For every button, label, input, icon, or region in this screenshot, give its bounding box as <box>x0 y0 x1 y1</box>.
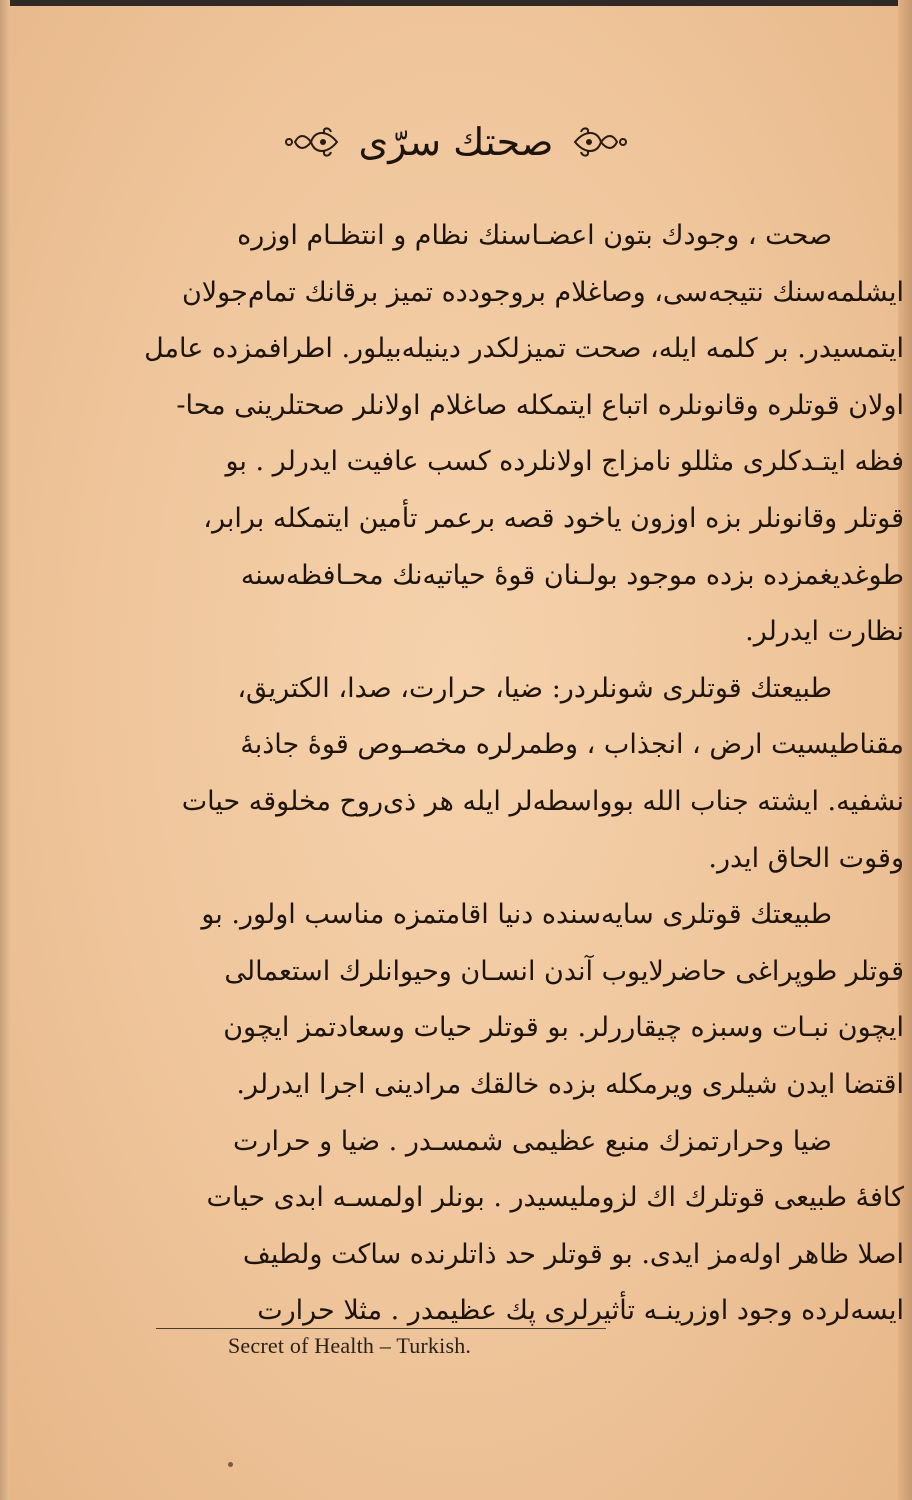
text-line: ایسه‌لرده وجود اوزرینـه تأثیرلری پك عظیمدر . مثلا حرارت <box>257 1295 904 1327</box>
text-line: قوتلر وقانونلر بزه اوزون یاخود قصه برعمر تأمین ایتمكله برابر، <box>203 502 904 534</box>
text-line: نظارت ایدرلر. <box>745 616 904 648</box>
text-line: صحت ، وجودك بتون اعضـاسنك نظام و انتظـام اوزره <box>237 220 832 251</box>
text-line: كافهٔ طبیعی قوتلرك اك لزوملیسیدر . بونلر اولمسـه ابدی حیات <box>206 1182 904 1214</box>
body-text <box>144 208 904 1340</box>
footer-rule <box>156 1328 606 1329</box>
text-line: طبیعتك قوتلری سایه‌سنده دنیا اقامتمزه مناسب اولور. بو <box>201 899 832 931</box>
text-line: اصلا ظاهر اوله‌مز ایدی. بو قوتلر حد ذاتلرنده ساكت ولطیف <box>242 1238 904 1270</box>
text-line: ایتمسیدر. بر كلمه ایله، صحت تمیزلكدر دینیله‌بیلور. اطرافمزده عامل <box>144 333 904 365</box>
page-left-edge <box>0 0 10 1500</box>
text-line: ایشلمه‌سنك نتیجه‌سی، وصاغلام بروجودده تمیز برقانك تمام‌جولان <box>181 276 904 308</box>
text-line: نشفیه. ایشته جناب الله بوواسطه‌لر ایله هر ذی‌روح مخلوقه حیات <box>181 785 904 817</box>
text-line: طوغدیغمزده بزده موجود بولـنان قوهٔ حیاتیه‌نك محـافظه‌سنه <box>240 559 904 591</box>
page-top-edge <box>0 0 912 6</box>
text-line: قوتلر طوپراغی حاضرلایوب آندن انسـان وحیوانلرك استعمالی <box>224 955 904 987</box>
page-title: صحتك سرّی <box>358 120 554 164</box>
title-row <box>0 112 912 172</box>
text-line: ضیا وحرارتمزك منبع عظیمی شمسـدر . ضیا و حرارت <box>233 1125 832 1157</box>
text-line: مقناطیسیت ارض ، انجذاب ، وطمرلره مخصـوص قوهٔ جاذبهٔ <box>240 729 904 761</box>
floral-ornament-icon <box>281 124 341 160</box>
footer-caption: Secret of Health – Turkish. <box>228 1333 472 1358</box>
text-line: فظه ایتـدكلری مثللو نامزاج اولانلرده كسب عافیت ایدرلر . بو <box>225 446 904 478</box>
text-line: ایچون نبـات وسبزه چیقاررلر. بو قوتلر حیات وسعادتمز ایچون <box>223 1012 904 1044</box>
text-line: اولان قوتلره وقانونلره اتباع ایتمكله صاغلام اولانلر صحتلرینی محا- <box>176 389 904 421</box>
text-line: وقوت الحاق ایدر. <box>708 842 904 874</box>
paper-speck <box>228 1462 233 1467</box>
text-line: طبیعتك قوتلری شونلردر: ضیا، حرارت، صدا، الكتریق، <box>237 672 832 704</box>
text-line: اقتضا ایدن شیلری ویرمكله بزده خالقك مرادینی اجرا ایدرلر. <box>236 1068 904 1100</box>
floral-ornament-icon <box>571 124 631 160</box>
